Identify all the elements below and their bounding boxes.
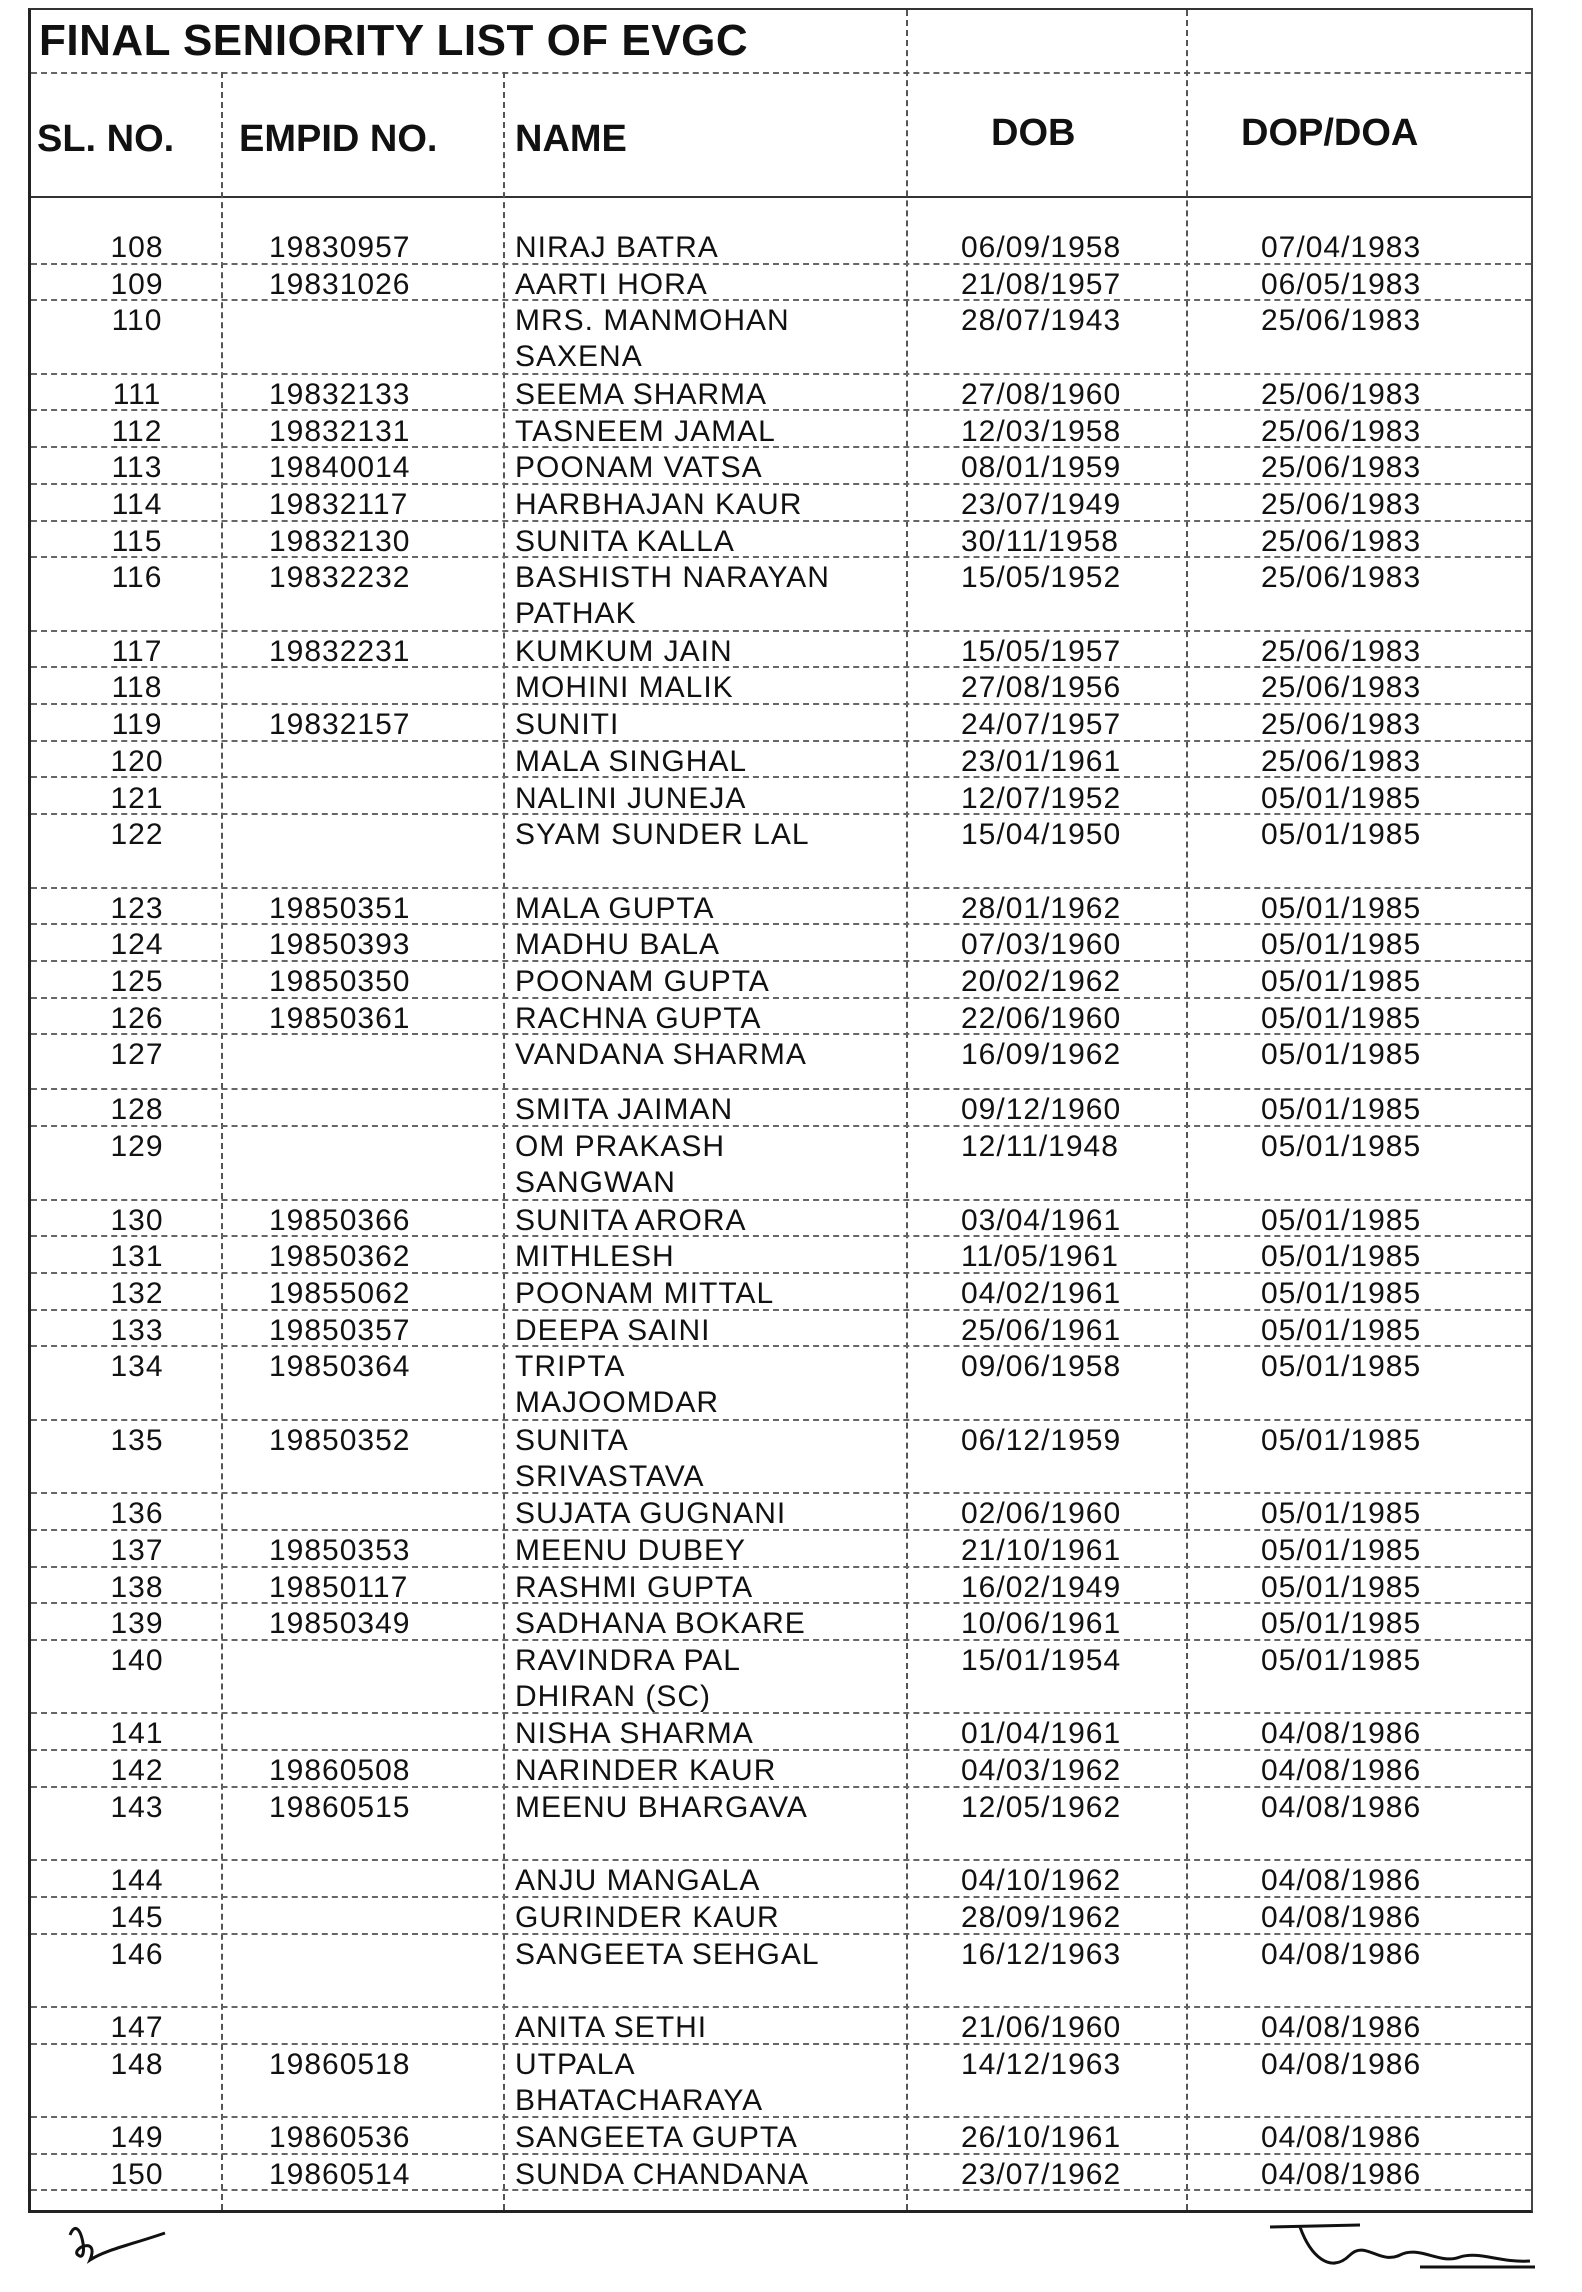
dop-doa-cell: 07/04/1983 <box>1261 231 1422 264</box>
dob-cell: 04/02/1961 <box>961 1276 1122 1310</box>
dob-cell: 04/03/1962 <box>961 1754 1122 1788</box>
sl-no-cell: 128 <box>110 1093 164 1127</box>
dop-doa-cell: 04/08/1986 <box>1261 1754 1422 1788</box>
dob-cell: 12/11/1948 <box>961 1130 1119 1164</box>
empid-cell: 19860536 <box>269 2121 411 2155</box>
table-row <box>31 2155 1531 2192</box>
dop-doa-cell: 04/08/1986 <box>1261 1717 1422 1751</box>
empid-cell: 19850393 <box>269 928 411 962</box>
signature-left <box>60 2205 180 2275</box>
dop-doa-cell: 04/08/1986 <box>1261 1937 1422 1971</box>
dob-cell: 28/01/1962 <box>961 891 1122 925</box>
empid-cell: 19850361 <box>269 1001 411 1035</box>
name-cell: SANGEETA GUPTA <box>515 2121 798 2155</box>
dob-cell: 01/04/1961 <box>961 1717 1122 1751</box>
table-row <box>31 1604 1531 1641</box>
sl-no-cell: 132 <box>110 1276 164 1310</box>
table-row <box>31 265 1531 302</box>
sl-no-cell: 133 <box>110 1313 164 1347</box>
header-empid: EMPID NO. <box>239 118 438 160</box>
header-divider <box>31 196 1531 198</box>
empid-cell: 19850353 <box>269 1533 411 1567</box>
empid-cell: 19860518 <box>269 2047 411 2081</box>
dob-cell: 07/03/1960 <box>961 928 1122 962</box>
dop-doa-cell: 04/08/1986 <box>1261 2121 1422 2155</box>
empid-cell: 19840014 <box>269 451 411 485</box>
sl-no-cell: 136 <box>110 1497 164 1531</box>
dop-doa-cell: 05/01/1985 <box>1261 1423 1422 1457</box>
empid-cell: 19832130 <box>269 524 411 558</box>
table-row <box>31 779 1531 816</box>
table-row <box>31 1274 1531 1311</box>
dop-doa-cell: 05/01/1985 <box>1261 1313 1422 1347</box>
table-row <box>31 1494 1531 1531</box>
dob-cell: 16/12/1963 <box>961 1937 1122 1971</box>
sl-no-cell: 139 <box>110 1607 164 1641</box>
dop-doa-cell: 25/06/1983 <box>1261 671 1422 705</box>
header-name: NAME <box>515 118 627 160</box>
dop-doa-cell: 05/01/1985 <box>1261 1240 1422 1274</box>
name-cell: SUNITA ARORA <box>515 1203 747 1237</box>
sl-no-cell: 115 <box>111 524 163 558</box>
empid-cell: 19832131 <box>269 414 411 448</box>
table-row <box>31 1035 1531 1090</box>
sl-no-cell: 109 <box>110 267 164 301</box>
name-cell: SEEMA SHARMA <box>515 377 768 411</box>
sl-no-cell: 135 <box>110 1423 164 1457</box>
sl-no-cell: 150 <box>110 2157 164 2191</box>
name-cell: SMITA JAIMAN <box>515 1093 734 1127</box>
table-row <box>31 925 1531 962</box>
name-cell: SUNITA SRIVASTAVA <box>515 1423 705 1493</box>
table-row <box>31 448 1531 485</box>
table-row <box>31 485 1531 522</box>
name-cell: MADHU BALA <box>515 928 721 962</box>
name-cell: VANDANA SHARMA <box>515 1038 807 1072</box>
empid-cell: 19832157 <box>269 708 411 742</box>
table-row <box>31 705 1531 742</box>
dob-cell: 27/08/1956 <box>961 671 1122 705</box>
empid-cell: 19850351 <box>269 891 411 925</box>
table-row <box>31 1641 1531 1714</box>
sl-no-cell: 137 <box>110 1533 164 1567</box>
dob-cell: 22/06/1960 <box>961 1001 1122 1035</box>
sl-no-cell: 120 <box>110 744 164 778</box>
dob-cell: 09/06/1958 <box>961 1350 1122 1384</box>
dop-doa-cell: 25/06/1983 <box>1261 487 1422 521</box>
sl-no-cell: 141 <box>110 1717 164 1751</box>
dop-doa-cell: 04/08/1986 <box>1261 1790 1422 1824</box>
table-row <box>31 301 1531 374</box>
dob-cell: 16/02/1949 <box>961 1570 1122 1604</box>
dop-doa-cell: 25/06/1983 <box>1261 708 1422 742</box>
name-cell: SYAM SUNDER LAL <box>515 818 810 852</box>
dop-doa-cell: 25/06/1983 <box>1261 377 1422 411</box>
name-cell: SUNDA CHANDANA <box>515 2157 810 2191</box>
table-row <box>31 1568 1531 1605</box>
dob-cell: 09/12/1960 <box>961 1093 1122 1127</box>
dob-cell: 15/04/1950 <box>961 818 1122 852</box>
dop-doa-cell: 25/06/1983 <box>1261 561 1422 595</box>
empid-cell: 19850349 <box>269 1607 411 1641</box>
name-cell: MALA GUPTA <box>515 891 715 925</box>
dop-doa-cell: 25/06/1983 <box>1261 744 1422 778</box>
table-row <box>31 1531 1531 1568</box>
dob-cell: 28/07/1943 <box>961 304 1122 338</box>
dop-doa-cell: 04/08/1986 <box>1261 2010 1422 2044</box>
dop-doa-cell: 25/06/1983 <box>1261 414 1422 448</box>
sl-no-cell: 112 <box>111 414 163 448</box>
dob-cell: 23/07/1962 <box>961 2157 1122 2191</box>
name-cell: MRS. MANMOHAN SAXENA <box>515 304 790 374</box>
dop-doa-cell: 05/01/1985 <box>1261 1570 1422 1604</box>
dop-doa-cell: 25/06/1983 <box>1261 451 1422 485</box>
table-row <box>31 668 1531 705</box>
name-cell: MOHINI MALIK <box>515 671 734 705</box>
dob-cell: 14/12/1963 <box>961 2047 1122 2081</box>
table-row <box>31 1090 1531 1127</box>
empid-cell: 19850357 <box>269 1313 411 1347</box>
sl-no-cell: 147 <box>110 2010 164 2044</box>
name-cell: UTPALA BHATACHARAYA <box>515 2047 764 2117</box>
name-cell: MEENU DUBEY <box>515 1533 747 1567</box>
dob-cell: 26/10/1961 <box>961 2121 1122 2155</box>
sl-no-cell: 134 <box>110 1350 164 1384</box>
empid-cell: 19850364 <box>269 1350 411 1384</box>
table-row <box>31 1898 1531 1935</box>
sl-no-cell: 114 <box>111 487 163 521</box>
sl-no-cell: 123 <box>110 891 164 925</box>
sl-no-cell: 124 <box>110 928 164 962</box>
empid-cell: 19832231 <box>269 634 411 668</box>
dop-doa-cell: 05/01/1985 <box>1261 965 1422 998</box>
seniority-sheet <box>28 8 1533 2213</box>
table-row <box>31 1788 1531 1861</box>
name-cell: MITHLESH <box>515 1240 675 1274</box>
dob-cell: 21/10/1961 <box>961 1533 1122 1567</box>
dob-cell: 23/01/1961 <box>961 744 1122 778</box>
name-cell: NARINDER KAUR <box>515 1754 777 1788</box>
table-row <box>31 889 1531 926</box>
dop-doa-cell: 04/08/1986 <box>1261 1900 1422 1934</box>
table-row <box>31 1201 1531 1238</box>
dob-cell: 02/06/1960 <box>961 1497 1122 1531</box>
empid-cell: 19850117 <box>269 1570 409 1604</box>
name-cell: TASNEEM JAMAL <box>515 414 776 448</box>
empid-cell: 19832232 <box>269 561 411 595</box>
empid-cell: 19860514 <box>269 2157 411 2191</box>
dob-cell: 15/05/1952 <box>961 561 1122 595</box>
table-row <box>31 815 1531 888</box>
sl-no-cell: 138 <box>110 1570 164 1604</box>
empid-cell: 19832117 <box>269 487 409 521</box>
dob-cell: 10/06/1961 <box>961 1607 1122 1641</box>
table-row <box>31 228 1531 265</box>
name-cell: DEEPA SAINI <box>515 1313 711 1347</box>
name-cell: HARBHAJAN KAUR <box>515 487 803 521</box>
dop-doa-cell: 05/01/1985 <box>1261 1533 1422 1567</box>
table-row <box>31 742 1531 779</box>
table-row <box>31 999 1531 1036</box>
name-cell: MEENU BHARGAVA <box>515 1790 808 1824</box>
sl-no-cell: 116 <box>111 561 163 595</box>
dop-doa-cell: 05/01/1985 <box>1261 818 1422 852</box>
name-cell: OM PRAKASH SANGWAN <box>515 1130 726 1200</box>
sl-no-cell: 149 <box>110 2121 164 2155</box>
dob-cell: 08/01/1959 <box>961 451 1122 485</box>
name-cell: ANITA SETHI <box>515 2010 708 2044</box>
name-cell: SUNITI <box>515 708 620 742</box>
dop-doa-cell: 05/01/1985 <box>1261 1350 1422 1384</box>
name-cell: KUMKUM JAIN <box>515 634 733 668</box>
dop-doa-cell: 05/01/1985 <box>1261 1607 1422 1641</box>
empid-cell: 19831026 <box>269 267 411 301</box>
empid-cell: 19830957 <box>269 231 411 264</box>
table-row <box>31 632 1531 669</box>
name-cell: RASHMI GUPTA <box>515 1570 754 1604</box>
dop-doa-cell: 06/05/1983 <box>1261 267 1422 301</box>
empid-cell: 19850362 <box>269 1240 411 1274</box>
dob-cell: 15/05/1957 <box>961 634 1122 668</box>
dob-cell: 03/04/1961 <box>961 1203 1122 1237</box>
table-row <box>31 412 1531 449</box>
dob-cell: 12/07/1952 <box>961 781 1122 815</box>
table-row <box>31 1421 1531 1494</box>
table-row <box>31 558 1531 631</box>
table-row <box>31 1347 1531 1420</box>
dob-cell: 21/06/1960 <box>961 2010 1122 2044</box>
table-row <box>31 2008 1531 2045</box>
sl-no-cell: 140 <box>110 1643 164 1677</box>
empid-cell: 19860515 <box>269 1790 411 1824</box>
name-cell: AARTI HORA <box>515 267 708 301</box>
dob-cell: 28/09/1962 <box>961 1900 1122 1934</box>
row-divider <box>31 2189 1531 2191</box>
page-title: FINAL SENIORITY LIST OF EVGC <box>39 16 749 65</box>
sl-no-cell: 145 <box>110 1900 164 1934</box>
sl-no-cell: 119 <box>111 708 163 742</box>
dop-doa-cell: 05/01/1985 <box>1261 1276 1422 1310</box>
dop-doa-cell: 05/01/1985 <box>1261 1093 1422 1127</box>
sl-no-cell: 113 <box>111 451 163 485</box>
table-row <box>31 2118 1531 2155</box>
dob-cell: 12/03/1958 <box>961 414 1122 448</box>
dop-doa-cell: 05/01/1985 <box>1261 1130 1422 1164</box>
empid-cell: 19850352 <box>269 1423 411 1457</box>
sl-no-cell: 118 <box>111 671 163 705</box>
name-cell: POONAM GUPTA <box>515 965 770 998</box>
empid-cell: 19850366 <box>269 1203 411 1237</box>
name-cell: NALINI JUNEJA <box>515 781 747 815</box>
dop-doa-cell: 05/01/1985 <box>1261 1203 1422 1237</box>
empid-cell: 19855062 <box>269 1276 411 1310</box>
dop-doa-cell: 25/06/1983 <box>1261 304 1422 338</box>
sl-no-cell: 108 <box>110 231 164 264</box>
dob-cell: 11/05/1961 <box>961 1240 1119 1274</box>
name-cell: POONAM VATSA <box>515 451 763 485</box>
dop-doa-cell: 05/01/1985 <box>1261 891 1422 925</box>
dop-doa-cell: 04/08/1986 <box>1261 2157 1422 2191</box>
sl-no-cell: 117 <box>111 634 163 668</box>
table-row <box>31 1751 1531 1788</box>
name-cell: SANGEETA SEHGAL <box>515 1937 820 1971</box>
dob-cell: 27/08/1960 <box>961 377 1122 411</box>
dop-doa-cell: 04/08/1986 <box>1261 2047 1422 2081</box>
sl-no-cell: 146 <box>110 1937 164 1971</box>
dop-doa-cell: 05/01/1985 <box>1261 1643 1422 1677</box>
sl-no-cell: 148 <box>110 2047 164 2081</box>
name-cell: SADHANA BOKARE <box>515 1607 806 1641</box>
dob-cell: 20/02/1962 <box>961 965 1122 998</box>
name-cell: RACHNA GUPTA <box>515 1001 762 1035</box>
sl-no-cell: 131 <box>110 1240 164 1274</box>
name-cell: GURINDER KAUR <box>515 1900 780 1934</box>
table-row <box>31 1237 1531 1274</box>
sl-no-cell: 126 <box>110 1001 164 1035</box>
dob-cell: 16/09/1962 <box>961 1038 1122 1072</box>
table-row <box>31 962 1531 999</box>
dop-doa-cell: 05/01/1985 <box>1261 781 1422 815</box>
table-row <box>31 375 1531 412</box>
name-cell: TRIPTA MAJOOMDAR <box>515 1350 719 1420</box>
signature-right <box>1270 2215 1540 2285</box>
name-cell: RAVINDRA PAL DHIRAN (SC) <box>515 1643 741 1713</box>
sl-no-cell: 125 <box>110 965 164 998</box>
name-cell: ANJU MANGALA <box>515 1864 761 1898</box>
dob-cell: 04/10/1962 <box>961 1864 1122 1898</box>
table-row <box>31 1714 1531 1751</box>
dop-doa-cell: 04/08/1986 <box>1261 1864 1422 1898</box>
dop-doa-cell: 05/01/1985 <box>1261 1038 1422 1072</box>
name-cell: POONAM MITTAL <box>515 1276 775 1310</box>
empid-cell: 19832133 <box>269 377 411 411</box>
name-cell: NISHA SHARMA <box>515 1717 754 1751</box>
dob-cell: 24/07/1957 <box>961 708 1122 742</box>
empid-cell: 19850350 <box>269 965 411 998</box>
name-cell: MALA SINGHAL <box>515 744 748 778</box>
dop-doa-cell: 05/01/1985 <box>1261 928 1422 962</box>
table-row <box>31 1861 1531 1898</box>
dop-doa-cell: 25/06/1983 <box>1261 634 1422 668</box>
dob-cell: 06/09/1958 <box>961 231 1122 264</box>
header-dob: DOB <box>991 112 1076 154</box>
name-cell: SUJATA GUGNANI <box>515 1497 787 1531</box>
name-cell: NIRAJ BATRA <box>515 231 719 264</box>
dop-doa-cell: 25/06/1983 <box>1261 524 1422 558</box>
dob-cell: 23/07/1949 <box>961 487 1122 521</box>
dop-doa-cell: 05/01/1985 <box>1261 1001 1422 1035</box>
table-row <box>31 522 1531 559</box>
dob-cell: 21/08/1957 <box>961 267 1122 301</box>
name-cell: SUNITA KALLA <box>515 524 735 558</box>
dob-cell: 15/01/1954 <box>961 1643 1122 1677</box>
dob-cell: 30/11/1958 <box>961 524 1119 558</box>
dob-cell: 12/05/1962 <box>961 1790 1122 1824</box>
sl-no-cell: 142 <box>110 1754 164 1788</box>
sl-no-cell: 111 <box>112 377 162 411</box>
sl-no-cell: 144 <box>110 1864 164 1898</box>
name-cell: BASHISTH NARAYAN PATHAK <box>515 561 830 631</box>
dob-cell: 25/06/1961 <box>961 1313 1122 1347</box>
sl-no-cell: 143 <box>110 1790 164 1824</box>
sl-no-cell: 130 <box>110 1203 164 1237</box>
sl-no-cell: 122 <box>110 818 164 852</box>
sl-no-cell: 110 <box>111 304 163 338</box>
table-row <box>31 1127 1531 1200</box>
dop-doa-cell: 05/01/1985 <box>1261 1497 1422 1531</box>
table-row <box>31 1311 1531 1348</box>
sl-no-cell: 121 <box>110 781 164 815</box>
title-divider <box>31 72 1531 74</box>
table-row <box>31 2045 1531 2118</box>
sl-no-cell: 127 <box>110 1038 164 1072</box>
sl-no-cell: 129 <box>110 1130 164 1164</box>
table-row <box>31 1935 1531 2008</box>
header-sl-no: SL. NO. <box>37 118 175 160</box>
header-dop-doa: DOP/DOA <box>1241 112 1419 154</box>
dob-cell: 06/12/1959 <box>961 1423 1122 1457</box>
empid-cell: 19860508 <box>269 1754 411 1788</box>
